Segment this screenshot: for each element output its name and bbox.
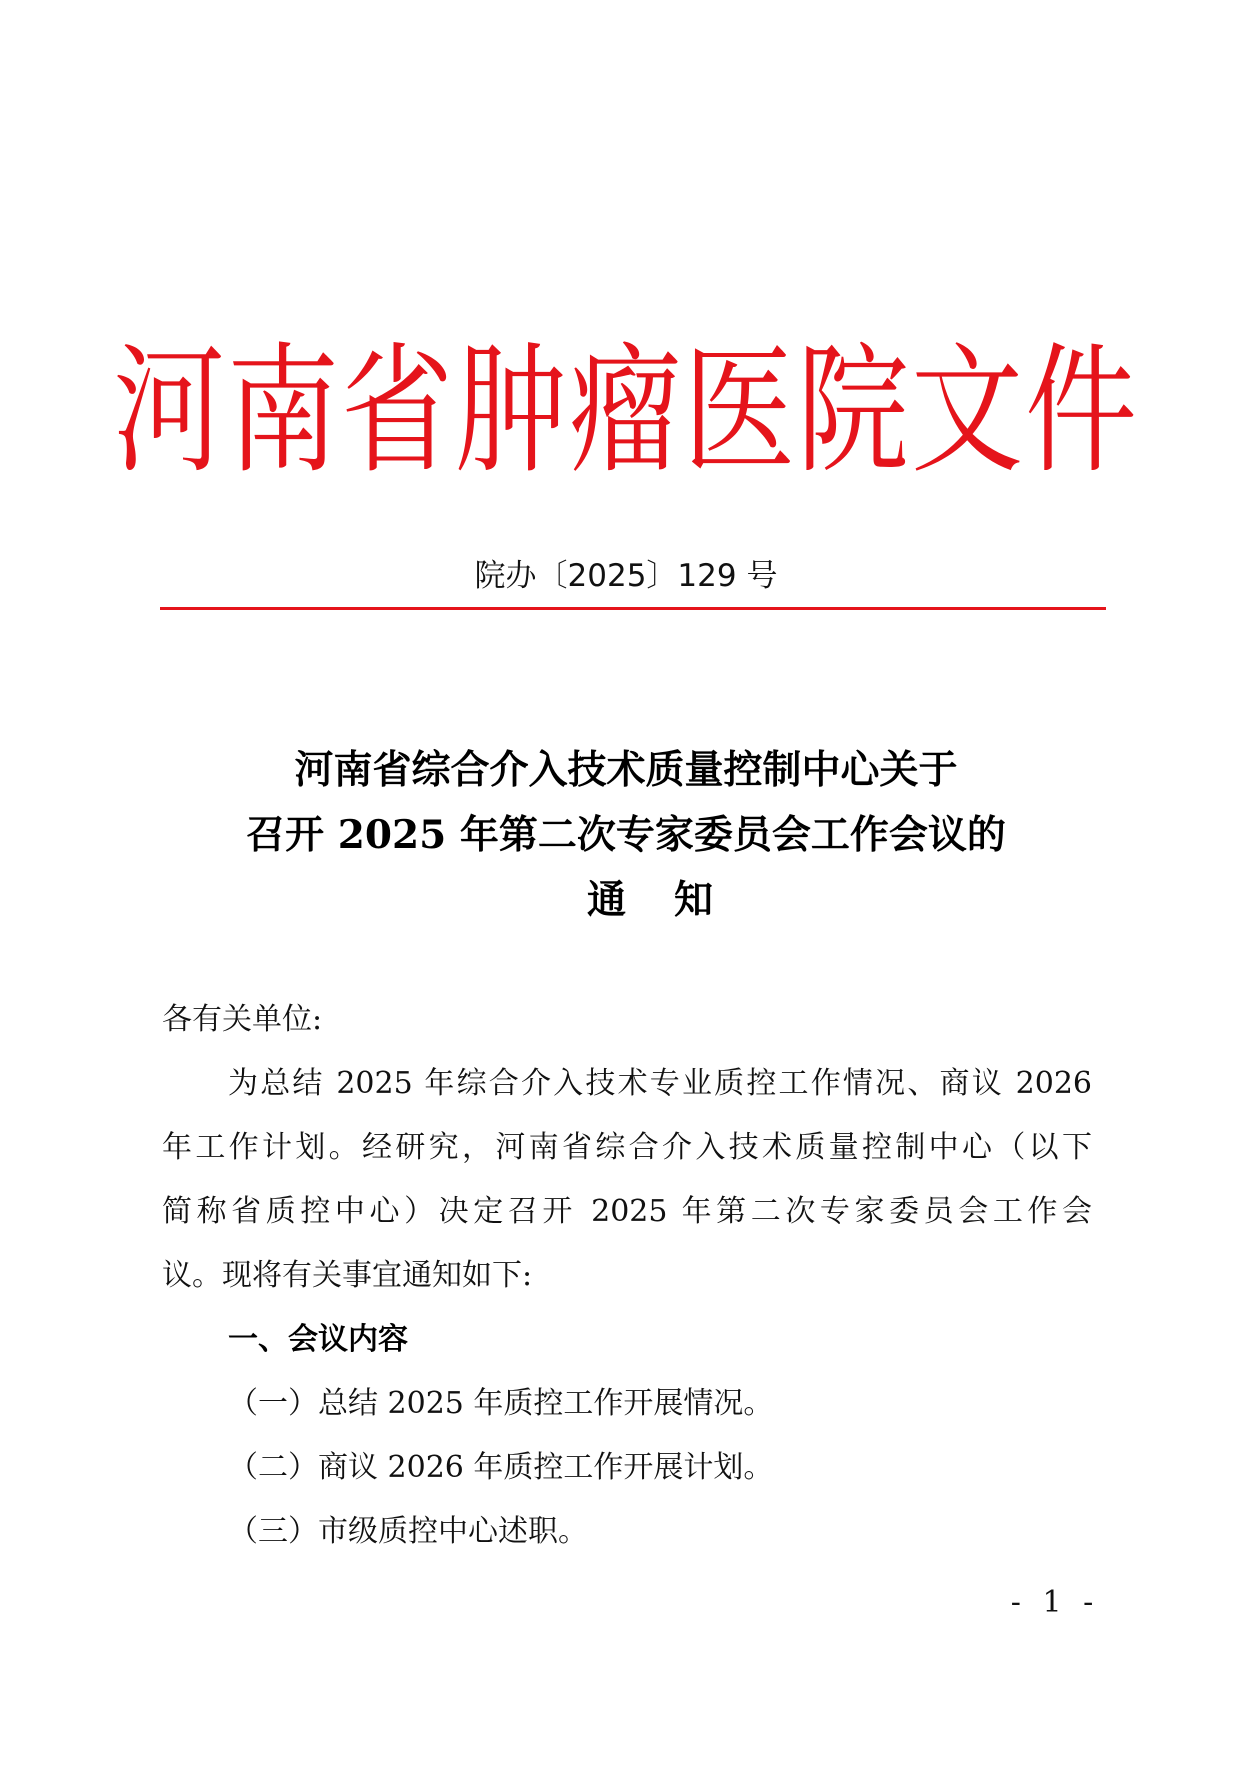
document-number: 院办〔2025〕129 号 (474, 558, 778, 594)
list-item: （二）商议 2026 年质控工作开展计划。 (228, 1450, 774, 1485)
notice-title-line-2: 召开 2025 年第二次专家委员会工作会议的 (246, 812, 1006, 858)
list-item: （一）总结 2025 年质控工作开展情况。 (228, 1386, 774, 1421)
notice-title-line-3: 通知 (586, 877, 761, 923)
paragraph-line-3: 简称省质控中心）决定召开 2025 年第二次专家委员会工作会 (162, 1194, 1092, 1229)
masthead-title: 河南省肿瘤医院文件 (113, 330, 1139, 493)
section-heading: 一、会议内容 (228, 1322, 408, 1357)
paragraph-line-1: 为总结 2025 年综合介入技术专业质控工作情况、商议 2026 (228, 1066, 1092, 1101)
paragraph-line-2: 年工作计划。经研究，河南省综合介入技术质量控制中心（以下 (162, 1130, 1092, 1165)
notice-title-line-1: 河南省综合介入技术质量控制中心关于 (294, 747, 958, 793)
salutation: 各有关单位: (162, 1002, 323, 1037)
page-number: - 1 - (1010, 1585, 1100, 1620)
red-divider-line (160, 607, 1106, 610)
list-item: （三）市级质控中心述职。 (228, 1514, 588, 1549)
paragraph-line-4: 议。现将有关事宜通知如下: (162, 1258, 533, 1293)
